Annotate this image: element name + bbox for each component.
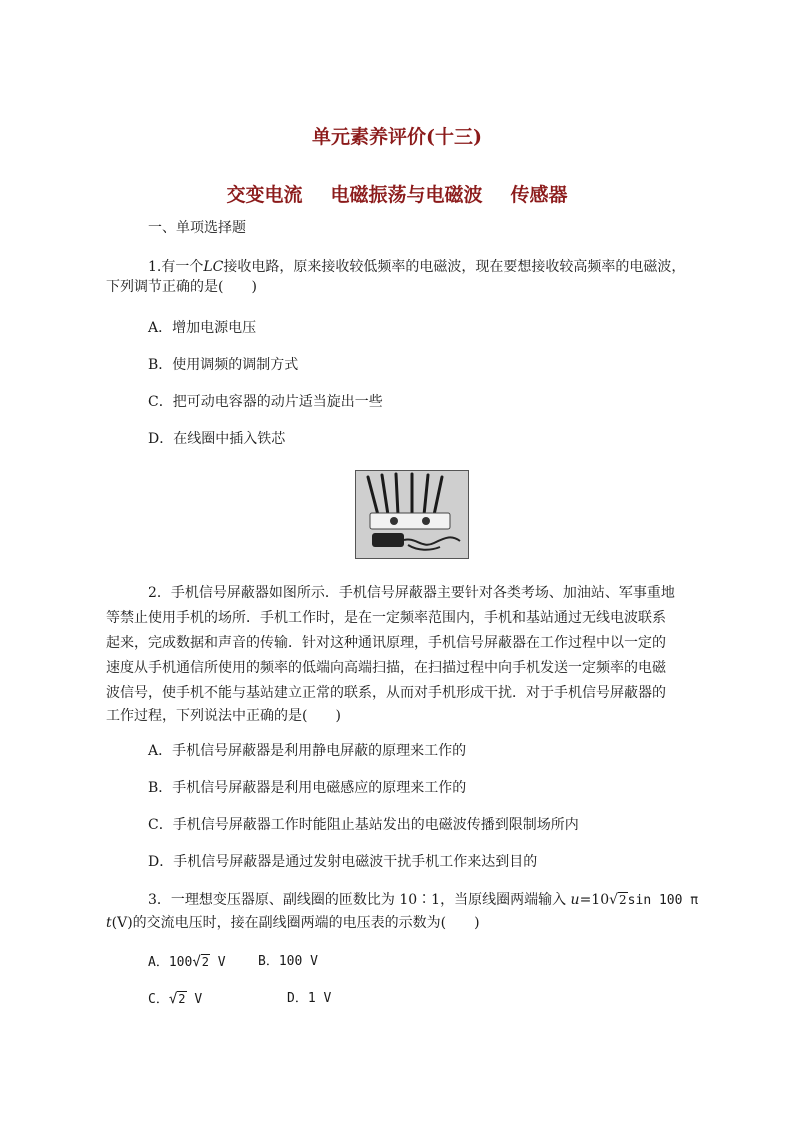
q3-u: u xyxy=(570,892,580,908)
q3-t: t xyxy=(106,915,112,931)
q3-stem-a: 3．一理想变压器原、副线圈的匝数比为 10∶1，当原线圈两端输入 xyxy=(148,892,571,908)
q3-option-d: D．1 V xyxy=(287,991,332,1006)
q3-stem-line2 xyxy=(106,913,480,933)
q3-option-a: A．100√2 V xyxy=(148,954,226,970)
q3-option-b: B．100 V xyxy=(258,954,318,969)
q2-stem-line1: 2．手机信号屏蔽器如图所示．手机信号屏蔽器主要针对各类考场、加油站、军事重地 xyxy=(148,585,675,601)
q1-option-d: D．在线圈中插入铁芯 xyxy=(148,431,286,447)
subtitle-part-3: 传感器 xyxy=(510,184,568,206)
q3-sin: sin 100 π xyxy=(627,893,699,908)
q3-eq: =10 xyxy=(579,892,610,908)
q2-stem-line3: 起来，完成数据和声音的传输．针对这种通讯原理，手机信号屏蔽器在工作过程中以一定的 xyxy=(106,635,666,651)
q1-lc: LC xyxy=(203,259,224,275)
q3-stem-line1 xyxy=(148,890,698,911)
q2-option-d: D．手机信号屏蔽器是通过发射电磁波干扰手机工作来达到目的 xyxy=(148,854,538,870)
q3-option-c: C．√2 V xyxy=(148,991,203,1007)
q1-stem-line1 xyxy=(148,257,685,277)
q2-stem-line5: 波信号，使手机不能与基站建立正常的联系，从而对手机形成干扰．对于手机信号屏蔽器的 xyxy=(106,685,666,701)
q1-option-a: A．增加电源电压 xyxy=(148,320,257,336)
subtitle-part-1: 交变电流 xyxy=(226,184,303,206)
q2-option-b: B．手机信号屏蔽器是利用电磁感应的原理来工作的 xyxy=(148,780,467,796)
q3-stem-b: (V)的交流电压时，接在副线圈两端的电压表的示数为( ) xyxy=(111,915,480,931)
q2-stem-line2: 等禁止使用手机的场所．手机工作时，是在一定频率范围内，手机和基站通过无线电波联系 xyxy=(106,610,666,626)
q1-stem-a: 1.有一个 xyxy=(148,259,204,275)
q1-stem-b: 接收电路，原来接收较低频率的电磁波，现在要想接收较高频率的电磁波， xyxy=(223,259,686,275)
q1-option-c: C．把可动电容器的动片适当旋出一些 xyxy=(148,394,383,410)
q2-option-a: A．手机信号屏蔽器是利用静电屏蔽的原理来工作的 xyxy=(148,743,467,759)
section-label: 一、单项选择题 xyxy=(148,220,246,236)
page-title: 单元素养评价(十三) xyxy=(312,126,482,148)
q2-stem-line6: 工作过程，下列说法中正确的是( ) xyxy=(106,708,341,724)
q1-stem-line2: 下列调节正确的是( ) xyxy=(106,279,257,295)
q1-option-b: B．使用调频的调制方式 xyxy=(148,357,299,373)
subtitle-part-2: 电磁振荡与电磁波 xyxy=(330,184,483,206)
q3-sqrt: √2 xyxy=(609,892,627,908)
q2-stem-line4: 速度从手机通信所使用的频率的低端向高端扫描，在扫描过程中向手机发送一定频率的电磁 xyxy=(106,660,666,676)
q2-option-c: C．手机信号屏蔽器工作时能阻止基站发出的电磁波传播到限制场所内 xyxy=(148,817,579,833)
signal-jammer-photo xyxy=(355,470,469,559)
page-subtitle xyxy=(0,180,794,207)
